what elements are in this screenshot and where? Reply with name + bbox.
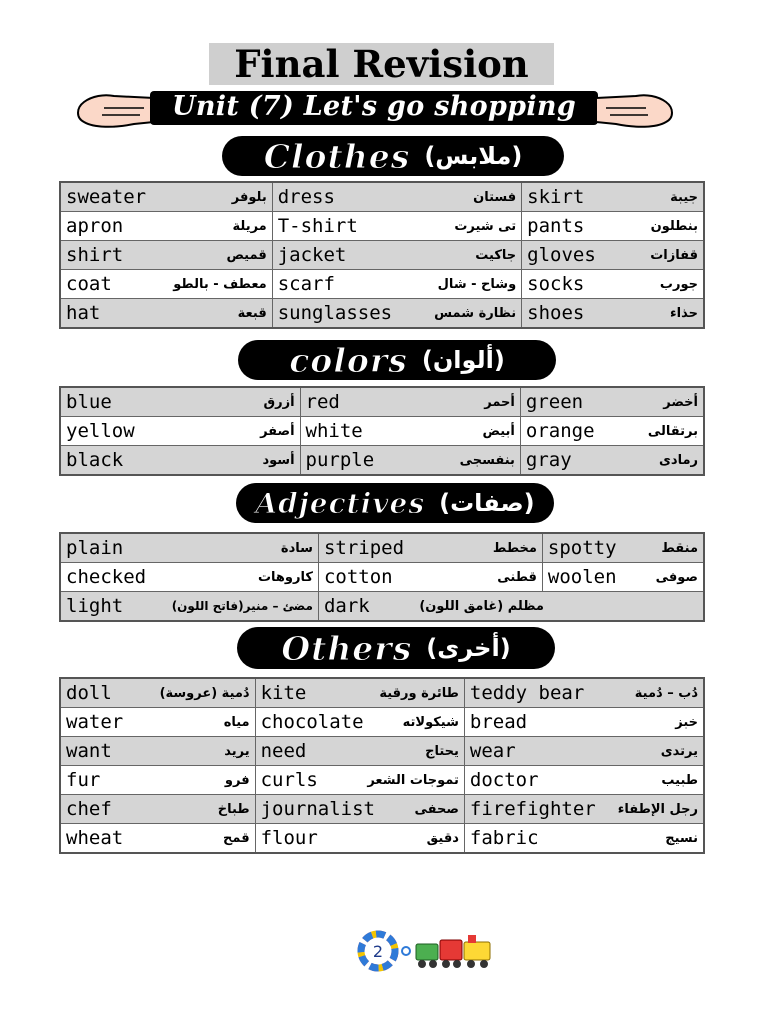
word-ar: مخطط	[492, 540, 537, 556]
word-ar: أزرق	[263, 394, 295, 410]
word-en: striped	[323, 537, 405, 559]
word-en: purple	[305, 449, 375, 471]
word-en: journalist	[260, 798, 375, 820]
word-en: apron	[66, 215, 124, 237]
word-en: green	[525, 391, 584, 413]
section-title-ar: (ألوان)	[421, 346, 505, 374]
word-ar: يرتدى	[660, 743, 698, 759]
word-ar: قفازات	[650, 247, 698, 263]
word-en: flour	[260, 827, 318, 849]
section-title-en: Adjectives	[255, 486, 426, 520]
table-row	[60, 766, 704, 795]
section-header-clothes	[222, 136, 564, 176]
word-ar: أبيض	[482, 423, 515, 439]
word-en: water	[66, 711, 124, 733]
word-ar: دُب – دُمية	[634, 685, 698, 701]
table-row	[60, 417, 704, 446]
word-en: woolen	[547, 566, 617, 588]
word-ar: فستان	[473, 189, 517, 205]
word-en: black	[66, 449, 124, 471]
colors-table	[59, 386, 705, 476]
word-ar: حذاء	[670, 305, 698, 321]
page-number-badge	[356, 930, 496, 972]
word-en: skirt	[527, 186, 585, 208]
table-row	[60, 241, 704, 270]
word-ar: وشاح - شال	[437, 276, 517, 292]
others-table	[59, 677, 705, 854]
word-en: sweater	[66, 186, 147, 208]
word-en: pants	[527, 215, 585, 237]
table-row	[60, 708, 704, 737]
word-ar: بلوفر	[231, 189, 267, 205]
word-ar: أخضر	[663, 394, 698, 410]
word-en: gloves	[527, 244, 596, 266]
pointing-hand-left-icon	[74, 88, 156, 132]
word-en: sunglasses	[277, 302, 393, 324]
word-ar: أسود	[262, 452, 295, 468]
word-ar: شيكولاته	[402, 714, 459, 730]
section-header-colors	[238, 340, 556, 380]
word-en: hat	[66, 302, 101, 324]
table-row	[60, 387, 704, 417]
section-title-en: Clothes	[263, 136, 411, 176]
word-en: firefighter	[469, 798, 596, 820]
word-ar: أحمر	[484, 394, 515, 410]
word-en: orange	[525, 420, 595, 442]
word-en: fabric	[469, 827, 539, 849]
word-en: bread	[469, 711, 528, 733]
word-en: shirt	[66, 244, 124, 266]
section-header-others	[237, 627, 555, 669]
word-ar: نظارة شمس	[434, 305, 517, 321]
word-ar: معطف - بالطو	[173, 276, 267, 292]
word-ar: صوفى	[655, 569, 698, 585]
word-ar: خبز	[675, 714, 698, 730]
word-en: socks	[527, 273, 585, 295]
table-row	[60, 533, 704, 563]
table-row	[60, 270, 704, 299]
word-en: white	[305, 420, 363, 442]
table-row	[60, 446, 704, 476]
table-row	[60, 737, 704, 766]
table-row	[60, 212, 704, 241]
word-en: dark	[323, 595, 370, 617]
unit-title: Unit (7) Let's go shopping	[172, 91, 576, 122]
table-row	[60, 563, 704, 592]
word-en: spotty	[547, 537, 617, 559]
word-ar: تى شيرت	[454, 218, 517, 234]
word-en: fur	[66, 769, 101, 791]
word-ar: برتقالى	[647, 423, 698, 439]
word-en: kite	[260, 682, 307, 704]
word-ar: منقط	[661, 540, 698, 556]
word-en: chef	[66, 798, 112, 820]
word-en: need	[260, 740, 307, 762]
word-ar: طبيب	[661, 772, 698, 788]
page-number: 2	[372, 942, 384, 961]
word-en: want	[66, 740, 112, 762]
word-en: jacket	[277, 244, 347, 266]
word-ar: سادة	[280, 540, 313, 556]
word-ar: بنطلون	[650, 218, 698, 234]
word-ar: تموجات الشعر	[367, 772, 459, 788]
word-en: doll	[66, 682, 112, 704]
toy-train-icon	[402, 935, 490, 968]
section-title-en: Others	[281, 628, 413, 668]
word-ar: دُمية (عروسة)	[159, 685, 250, 701]
adjectives-table	[59, 532, 705, 622]
word-ar: مظلم (غامق اللون)	[419, 598, 544, 614]
word-ar: بنفسجى	[459, 452, 515, 468]
word-en: coat	[66, 273, 112, 295]
word-en: checked	[66, 566, 147, 588]
word-ar: صحفى	[414, 801, 459, 817]
word-ar: مضئ – منير(فاتح اللون)	[171, 599, 313, 613]
word-en: shoes	[527, 302, 585, 324]
word-ar: قميص	[226, 247, 267, 263]
word-en: doctor	[469, 769, 539, 791]
section-header-adjectives	[236, 483, 554, 523]
table-row	[60, 592, 704, 622]
word-en: T-shirt	[277, 215, 358, 237]
word-en: curls	[260, 769, 318, 791]
word-en: red	[305, 391, 340, 413]
section-title-en: colors	[289, 340, 408, 380]
section-title-ar: (أخرى)	[426, 634, 511, 662]
table-row	[60, 824, 704, 854]
word-ar: نسيج	[665, 830, 698, 846]
word-ar: دقيق	[426, 830, 459, 846]
word-en: plain	[66, 537, 124, 559]
word-ar: قطنى	[497, 569, 537, 585]
word-ar: طباخ	[217, 801, 250, 817]
pointing-hand-right-icon	[594, 88, 676, 132]
word-en: teddy bear	[469, 682, 585, 704]
word-en: yellow	[66, 420, 135, 442]
clothes-table	[59, 181, 705, 329]
word-ar: فرو	[224, 772, 250, 788]
word-ar: كاروهات	[257, 569, 313, 585]
word-en: gray	[525, 449, 572, 471]
word-ar: جورب	[659, 276, 698, 292]
word-ar: رمادى	[659, 452, 698, 468]
word-en: dress	[277, 186, 335, 208]
word-ar: قبعة	[237, 305, 267, 321]
word-ar: مريلة	[232, 218, 267, 234]
word-en: scarf	[277, 273, 335, 295]
word-en: wheat	[66, 827, 124, 849]
word-ar: مياه	[223, 714, 250, 730]
word-ar: قمح	[223, 830, 250, 846]
word-en: blue	[66, 391, 112, 413]
word-en: cotton	[323, 566, 393, 588]
table-row	[60, 182, 704, 212]
section-title-ar: (صفات)	[439, 489, 535, 517]
word-ar: رجل الإطفاء	[617, 801, 698, 817]
word-en: wear	[469, 740, 516, 762]
table-row	[60, 795, 704, 824]
word-en: light	[66, 595, 124, 617]
word-ar: طائرة ورقية	[379, 685, 459, 701]
word-ar: جيبة	[670, 189, 698, 205]
table-row	[60, 678, 704, 708]
word-ar: يريد	[224, 743, 250, 759]
word-en: chocolate	[260, 711, 364, 733]
table-row	[60, 299, 704, 329]
page-title: Final Revision	[234, 42, 529, 86]
word-ar: أصفر	[260, 423, 295, 439]
word-ar: يحتاج	[425, 743, 459, 759]
word-ar: جاكيت	[475, 247, 517, 263]
section-title-ar: (ملابس)	[424, 142, 523, 170]
